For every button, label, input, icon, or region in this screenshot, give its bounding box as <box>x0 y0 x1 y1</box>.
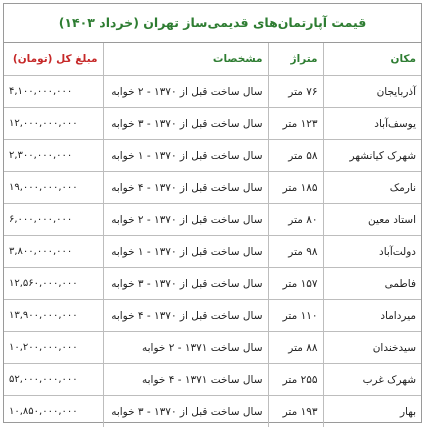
table-row <box>4 236 421 268</box>
cell-area: ۱۲۳ متر <box>268 108 323 140</box>
table-row <box>4 268 421 300</box>
cell-price: ۱۹,۰۰۰,۰۰۰,۰۰۰ <box>4 172 103 204</box>
table-row <box>4 140 421 172</box>
cell-place: شهرک غرب <box>323 364 421 396</box>
cell-spec: سال ساخت ۱۳۷۱ - ۴ خوابه <box>103 364 268 396</box>
cell-area: ۱۱۰ متر <box>268 300 323 332</box>
cell-area: ۲۵۵ متر <box>268 364 323 396</box>
table-row <box>4 172 421 204</box>
column-header-price: مبلغ کل (تومان) <box>4 43 103 76</box>
cell-price: ۲,۳۰۰,۰۰۰,۰۰۰ <box>4 140 103 172</box>
cell-place: شهرک کیانشهر <box>323 140 421 172</box>
cell-area: ۱۹۳ متر <box>268 396 323 427</box>
header-row <box>4 43 421 76</box>
cell-area: ۱۵۷ متر <box>268 268 323 300</box>
cell-place: استاد معین <box>323 204 421 236</box>
price-table-card <box>3 3 422 423</box>
table-row <box>4 76 421 108</box>
cell-spec: سال ساخت قبل از ۱۳۷۰ - ۲ خوابه <box>103 76 268 108</box>
column-header-spec: مشخصات <box>103 43 268 76</box>
cell-area: ۵۸ متر <box>268 140 323 172</box>
cell-price: ۱۲,۰۰۰,۰۰۰,۰۰۰ <box>4 108 103 140</box>
cell-place: یوسف‌آباد <box>323 108 421 140</box>
cell-area: ۸۰ متر <box>268 204 323 236</box>
cell-place: نارمک <box>323 172 421 204</box>
table-row <box>4 204 421 236</box>
cell-price: ۵۲,۰۰۰,۰۰۰,۰۰۰ <box>4 364 103 396</box>
cell-area: ۸۸ متر <box>268 332 323 364</box>
price-table <box>4 43 421 427</box>
table-row <box>4 300 421 332</box>
cell-area: ۷۶ متر <box>268 76 323 108</box>
cell-spec: سال ساخت قبل از ۱۳۷۰ - ۱ خوابه <box>103 140 268 172</box>
cell-place: دولت‌آباد <box>323 236 421 268</box>
table-row <box>4 332 421 364</box>
cell-spec: سال ساخت قبل از ۱۳۷۰ - ۳ خوابه <box>103 396 268 427</box>
cell-price: ۱۰,۲۰۰,۰۰۰,۰۰۰ <box>4 332 103 364</box>
cell-price: ۱۰,۸۵۰,۰۰۰,۰۰۰ <box>4 396 103 427</box>
cell-spec: سال ساخت قبل از ۱۳۷۰ - ۲ خوابه <box>103 204 268 236</box>
cell-place: فاطمی <box>323 268 421 300</box>
cell-area: ۱۸۵ متر <box>268 172 323 204</box>
cell-place: بهار <box>323 396 421 427</box>
cell-price: ۳,۸۰۰,۰۰۰,۰۰۰ <box>4 236 103 268</box>
cell-price: ۴,۱۰۰,۰۰۰,۰۰۰ <box>4 76 103 108</box>
cell-spec: سال ساخت قبل از ۱۳۷۰ - ۱ خوابه <box>103 236 268 268</box>
cell-price: ۶,۰۰۰,۰۰۰,۰۰۰ <box>4 204 103 236</box>
cell-area: ۹۸ متر <box>268 236 323 268</box>
cell-place: آذربایجان <box>323 76 421 108</box>
column-header-area: متراژ <box>268 43 323 76</box>
cell-spec: سال ساخت قبل از ۱۳۷۰ - ۴ خوابه <box>103 300 268 332</box>
table-row <box>4 108 421 140</box>
cell-spec: سال ساخت قبل از ۱۳۷۰ - ۴ خوابه <box>103 172 268 204</box>
cell-price: ۱۲,۵۶۰,۰۰۰,۰۰۰ <box>4 268 103 300</box>
cell-place: میرداماد <box>323 300 421 332</box>
cell-spec: سال ساخت قبل از ۱۳۷۰ - ۳ خوابه <box>103 268 268 300</box>
table-title: قیمت آپارتمان‌های قدیمی‌ساز تهران (خرداد ۱۴۰۳) <box>4 4 421 43</box>
table-row <box>4 364 421 396</box>
column-header-place: مکان <box>323 43 421 76</box>
cell-spec: سال ساخت ۱۳۷۱ - ۲ خوابه <box>103 332 268 364</box>
cell-place: سیدخندان <box>323 332 421 364</box>
cell-price: ۱۳,۹۰۰,۰۰۰,۰۰۰ <box>4 300 103 332</box>
table-row <box>4 396 421 427</box>
cell-spec: سال ساخت قبل از ۱۳۷۰ - ۳ خوابه <box>103 108 268 140</box>
